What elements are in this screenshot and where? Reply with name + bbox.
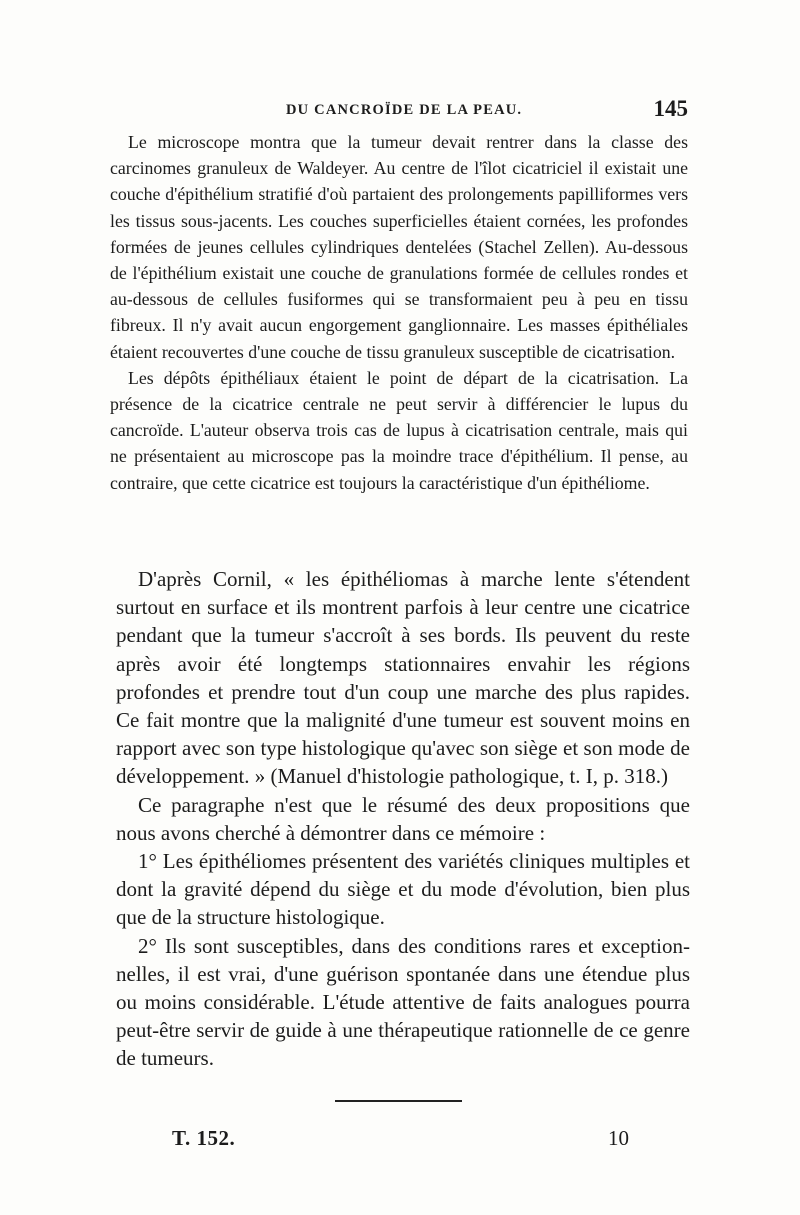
paragraph-microscope: Le microscope montra que la tumeur devait rentrer dans la classe des carcinomes granuleux de Waldeyer. Au centre de l'îlot cicatriciel il existait une couche d'épithélium stratifié d'où partaient des prolongements papilliformes vers les tissus sous-jacents. Les couches superficielles étaient cornées, les profondes formées de jeunes cellules cylindriques dentelées (Stachel Zellen). Au-dessous de l'épithélium existait une couche de granulations formée de cellules rondes et au-dessous de cellules fusiformes qui se transformaient peu à peu en tissu fibreux. Il n'y avait aucun engorgement ganglionnaire. Les masses épithéliales étaient recouvertes d'une couche de tissu granuleux susceptible de cicatrisation. (110, 132, 688, 362)
paragraph-summary-intro: Ce paragraphe n'est que le résumé des deux propositions que nous avons cherché à démontrer dans ce mémoire : (116, 792, 690, 845)
paragraph-proposition-1: 1° Les épithéliomes présentent des variétés cliniques multiples et dont la gravité dépend du siège et du mode d'évolution, bien plus que de la structure histologique. (116, 849, 690, 930)
conclusion-text-block (116, 565, 690, 1073)
paragraph-cornil-quote: D'après Cornil, « les épithéliomas à marche lente s'étendent surtout en surface et ils montrent parfois à leur centre une cicatrice pendant que la tumeur s'accroît à ses bords. Ils peuvent du reste après avoir été longtemps stationnaires envahir les régions profondes et prendre tout d'un coup une marche des plus rapides. Ce fait montre que la malignité d'une tumeur est souvent moins en rapport avec son type histologique qu'avec son siège et son mode de développement. » (Manuel d'histologie pathologique, t. I, p. 318.) (116, 567, 690, 789)
page-number: 145 (653, 96, 688, 121)
printer-signature: T. 152. (172, 1126, 236, 1150)
paragraph-proposition-2: 2° Ils sont susceptibles, dans des conditions rares et exceptionnelles, il est vrai, d'une guérison spontanée dans une étendue plus ou moins considérable. L'étude attentive de faits analogues pourra peut-être servir de guide à une thérapeutique rationnelle de ce genre de tumeurs. (116, 933, 690, 1071)
running-title: DU CANCROÏDE DE LA PEAU. (286, 102, 523, 118)
end-rule (335, 1100, 462, 1102)
sheet-number: 10 (608, 1126, 629, 1150)
paragraph-epithelial-deposits: Les dépôts épithéliaux étaient le point de départ de la cicatrisation. La présence de la cicatrice centrale ne peut servir à différencier le lupus du cancroïde. L'auteur observa trois cas de lupus à cicatrisation centrale, mais qui ne présentaient au microscope pas la moindre trace d'épithélium. Il pense, au contraire, que cette cicatrice est toujours la caractéristique d'un épithéliome. (110, 367, 688, 493)
summary-text-block (110, 129, 688, 496)
running-head (110, 96, 688, 126)
